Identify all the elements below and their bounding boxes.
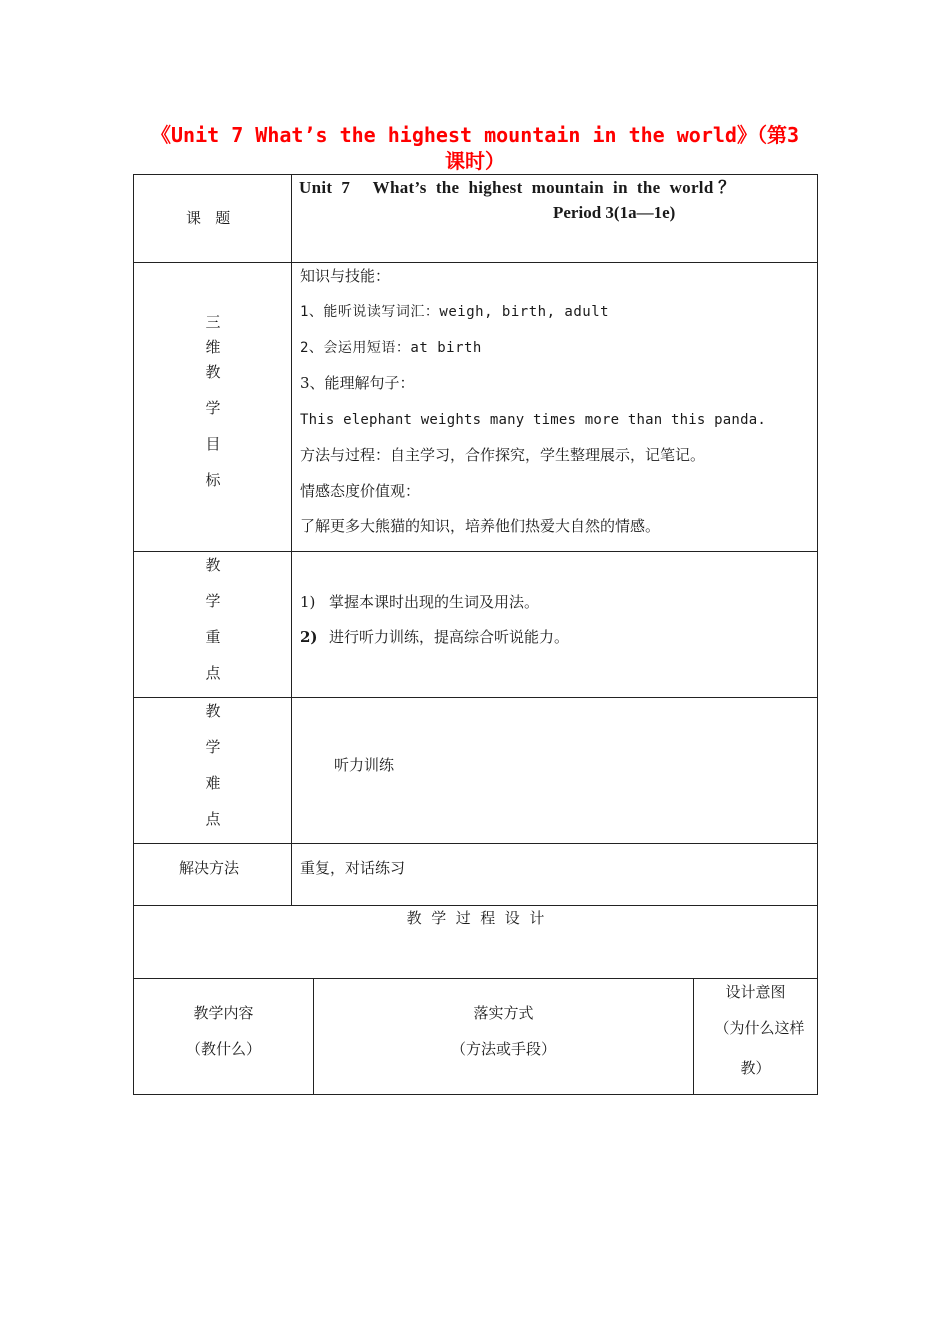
table-row-divider	[133, 697, 818, 698]
key-points-label-char: 学	[205, 592, 221, 610]
key-points-label-char: 点	[205, 664, 221, 682]
document-title	[133, 122, 817, 174]
key-points-label-char: 教	[205, 556, 221, 574]
intent-column-subheader-cont: 教）	[740, 1059, 771, 1077]
topic-value-line-2: Period 3(1a—1e)	[553, 203, 676, 222]
process-column-divider	[313, 978, 314, 1095]
method-column-subheader: （方法或手段）	[450, 1040, 556, 1058]
goals-line: 情感态度价值观：	[300, 482, 421, 500]
topic-value-line-1: Unit 7 What’s the highest mountain in the world ？	[299, 178, 736, 197]
goals-label-char: 学	[205, 399, 221, 417]
key-point-text: 进行听力训练，提高综合听说能力。	[329, 628, 570, 646]
table-border-left	[133, 174, 134, 1095]
goals-line: 方法与过程：自主学习，合作探究，学生整理展示，记笔记。	[300, 446, 706, 464]
solution-label: 解决方法	[179, 859, 240, 877]
table-border-top	[133, 174, 818, 175]
goals-label-char: 教	[205, 363, 221, 381]
goals-label-char: 三	[205, 313, 221, 331]
goals-line: 2、会运用短语：at birth	[300, 340, 482, 356]
solution-value: 重复，对话练习	[300, 859, 406, 877]
key-point-number: 2)	[300, 628, 318, 646]
table-row-divider	[133, 551, 818, 552]
difficulty-label-char: 教	[205, 702, 221, 720]
table-row-divider	[133, 262, 818, 263]
difficulty-label-char: 学	[205, 738, 221, 756]
goals-label-char: 标	[205, 471, 221, 489]
topic-label: 课 题	[186, 209, 231, 227]
goals-label-char: 维	[205, 338, 221, 356]
content-column-header: 教学内容	[193, 1004, 254, 1022]
difficulty-label-char: 点	[205, 810, 221, 828]
goals-line: 1、能听说读写词汇：weigh, birth, adult	[300, 304, 610, 320]
goals-line: 3、能理解句子：	[300, 374, 415, 392]
goals-label-char: 目	[205, 435, 221, 453]
difficulty-value: 听力训练	[334, 756, 395, 774]
difficulty-label-char: 难	[205, 774, 221, 792]
key-points-label-char: 重	[205, 628, 221, 646]
label-column-divider	[291, 174, 292, 906]
table-row-divider	[133, 905, 818, 906]
key-point-number: 1)	[300, 593, 316, 611]
table-border-right	[817, 174, 818, 1095]
table-border-bottom	[133, 1094, 818, 1095]
goals-line: 知识与技能：	[300, 267, 391, 285]
intent-column-header: 设计意图	[725, 983, 786, 1001]
goals-example-sentence: This elephant weights many times more than this panda.	[300, 412, 766, 428]
table-row-divider	[133, 978, 818, 979]
key-point-text: 掌握本课时出现的生词及用法。	[329, 593, 540, 611]
goals-line: 了解更多大熊猫的知识，培养他们热爱大自然的情感。	[300, 517, 661, 535]
process-design-header: 教 学 过 程 设 计	[406, 909, 545, 927]
content-column-subheader: （教什么）	[185, 1040, 261, 1058]
title-line-1: 《Unit 7 What’s the highest mountain in the world》（第3	[151, 123, 799, 147]
title-line-2: 课时）	[445, 149, 505, 173]
method-column-header: 落实方式	[473, 1004, 534, 1022]
table-row-divider	[133, 843, 818, 844]
intent-column-subheader: （为什么这样	[714, 1019, 805, 1037]
